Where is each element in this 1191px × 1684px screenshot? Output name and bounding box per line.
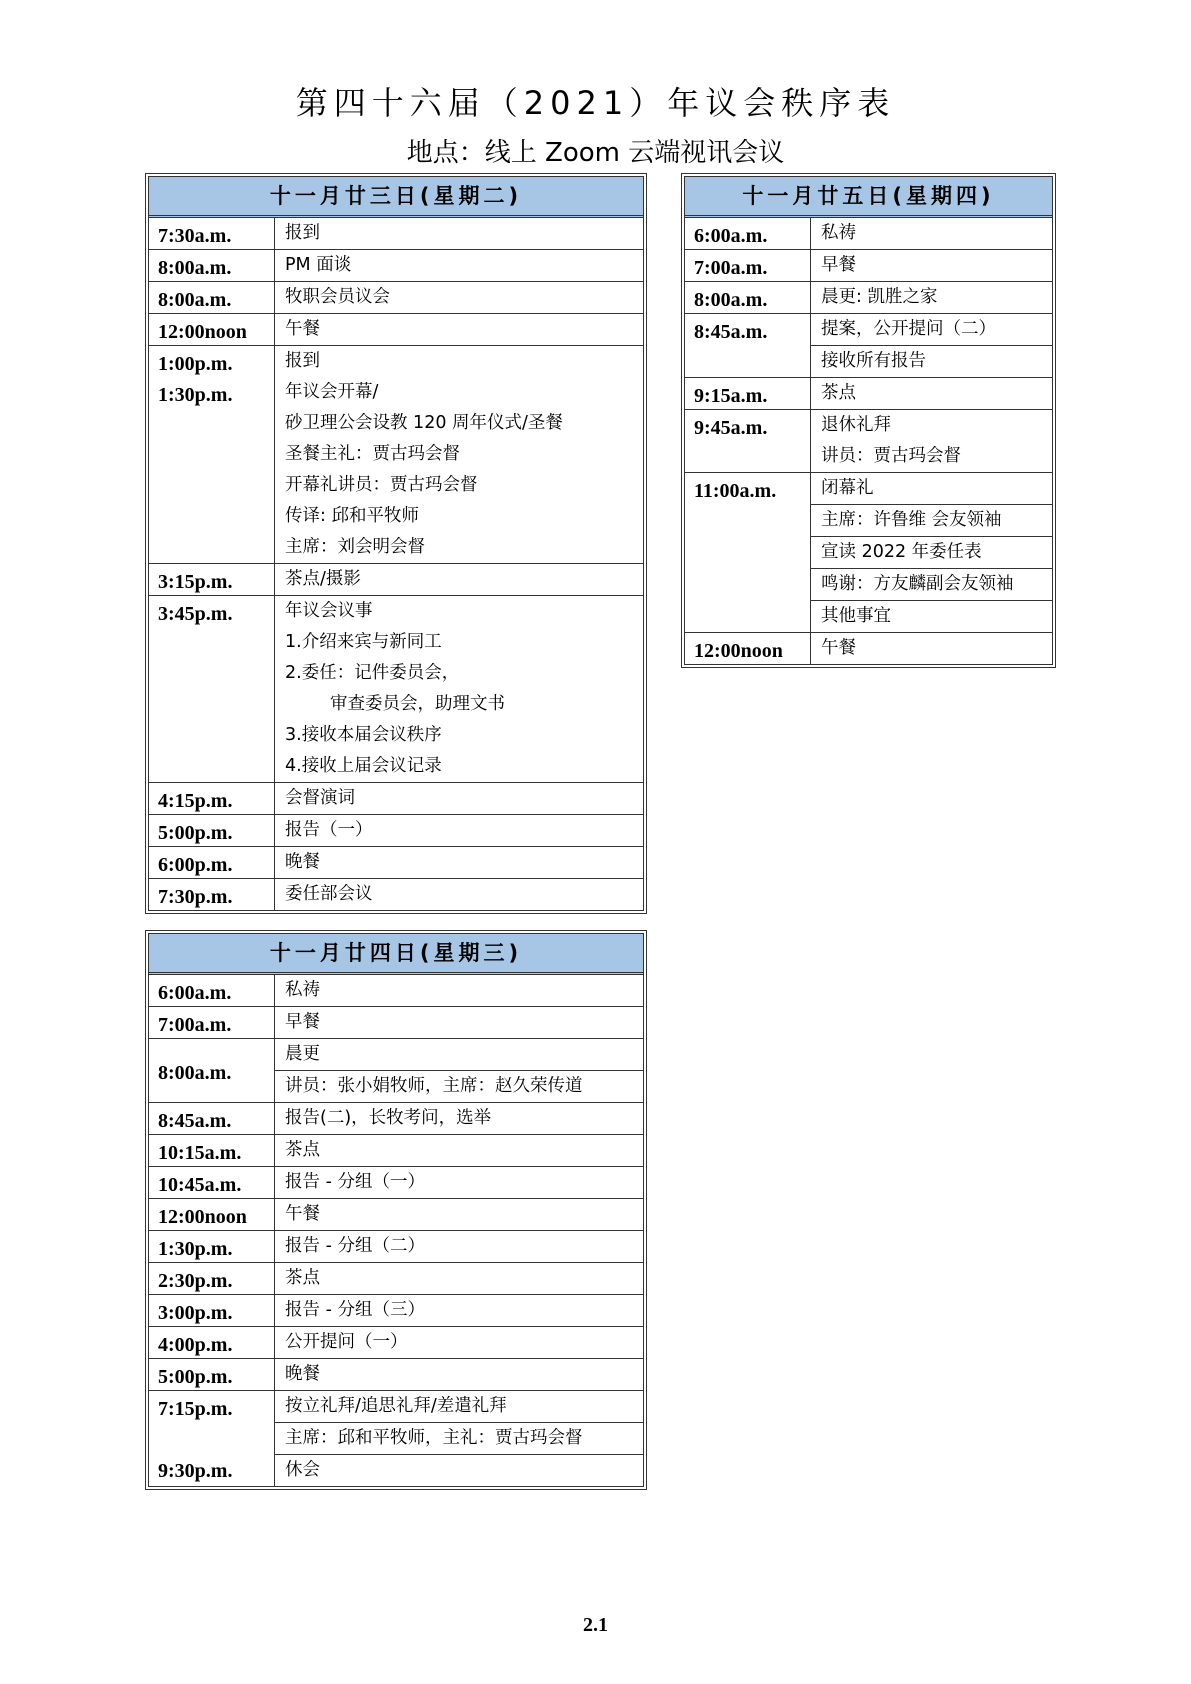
agenda-item: 报到	[285, 351, 320, 371]
agenda-item: 其他事宜	[811, 600, 1052, 632]
time-label: 9:30p.m.	[158, 1460, 233, 1482]
schedule-row	[149, 1039, 643, 1103]
time-label: 1:30p.m.	[158, 1238, 233, 1260]
page-number: 2.1	[583, 1614, 608, 1636]
time-label: 8:45a.m.	[694, 321, 768, 343]
time-label: 8:45a.m.	[158, 1110, 232, 1132]
agenda-item: 晚餐	[285, 852, 320, 872]
time-label: 10:15a.m.	[158, 1142, 242, 1164]
agenda-item: 闭幕礼	[821, 478, 874, 498]
time-label: 12:00noon	[158, 1206, 247, 1228]
time-label: 6:00a.m.	[158, 982, 232, 1004]
day-1-header: 十一月廿三日(星期二)	[149, 177, 643, 218]
schedule-row	[685, 410, 1052, 473]
agenda-item: 圣餐主礼：贾古玛会督	[285, 444, 460, 464]
time-label: 7:30p.m.	[158, 886, 233, 908]
agenda-item: 审查委员会，助理文书	[330, 694, 505, 714]
time-label: 8:00a.m.	[158, 257, 232, 279]
agenda-item: 开幕礼讲员：贾古玛会督	[285, 475, 478, 495]
agenda-item: 私祷	[285, 980, 320, 1000]
schedule-row	[149, 1199, 643, 1231]
schedule-row	[149, 1327, 643, 1359]
schedule-row	[149, 218, 643, 250]
time-label: 10:45a.m.	[158, 1174, 242, 1196]
schedule-row	[685, 378, 1052, 410]
agenda-item: 按立礼拜/追思礼拜/差遣礼拜	[285, 1396, 507, 1416]
agenda-item: 宣读 2022 年委任表	[811, 536, 1052, 568]
agenda-item: 公开提问（一）	[285, 1332, 408, 1352]
agenda-item: 晨更: 凯胜之家	[821, 287, 938, 307]
time-label: 3:45p.m.	[158, 603, 233, 625]
agenda-item: 茶点	[285, 1268, 320, 1288]
time-label: 11:00a.m.	[694, 480, 777, 502]
time-label: 7:00a.m.	[158, 1014, 232, 1036]
time-label: 3:15p.m.	[158, 571, 233, 593]
schedule-row	[149, 596, 643, 783]
agenda-item: 茶点	[285, 1140, 320, 1160]
agenda-item: 报告 - 分组（二）	[285, 1236, 425, 1256]
agenda-item: 会督演词	[285, 788, 355, 808]
agenda-item: 传译: 邱和平牧师	[285, 506, 419, 526]
page-title: 第四十六届（2021）年议会秩序表	[295, 84, 896, 122]
time-label: 1:00p.m.	[158, 353, 233, 375]
agenda-item: 3.接收本届会议秩序	[285, 725, 442, 745]
agenda-item: 晚餐	[285, 1364, 320, 1384]
schedule-row	[149, 1103, 643, 1135]
time-label: 4:15p.m.	[158, 790, 233, 812]
day-2-header: 十一月廿四日(星期三)	[149, 934, 643, 975]
time-label: 12:00noon	[158, 321, 247, 343]
schedule-day-1	[145, 173, 647, 914]
agenda-item: 主席：刘会明会督	[285, 537, 425, 557]
schedule-row	[149, 1263, 643, 1295]
time-label: 7:15p.m.	[158, 1398, 233, 1420]
schedule-day-3	[681, 173, 1056, 668]
schedule-row	[149, 847, 643, 879]
agenda-item: 茶点	[821, 383, 856, 403]
agenda-item: PM 面谈	[285, 255, 352, 275]
agenda-item: 接收所有报告	[811, 345, 1052, 377]
schedule-row	[149, 314, 643, 346]
schedule-row	[149, 346, 643, 564]
time-label: 9:15a.m.	[694, 385, 768, 407]
schedule-row	[149, 815, 643, 847]
agenda-item: 午餐	[285, 319, 320, 339]
agenda-item: 主席：许鲁维 会友领袖	[811, 504, 1052, 536]
schedule-row	[149, 1007, 643, 1039]
agenda-item: 私祷	[821, 223, 856, 243]
agenda-item: 午餐	[285, 1204, 320, 1224]
agenda-item: 牧职会员议会	[285, 287, 390, 307]
time-label: 7:00a.m.	[694, 257, 768, 279]
agenda-item: 年议会议事	[285, 601, 373, 621]
agenda-item: 讲员：贾古玛会督	[821, 446, 961, 466]
agenda-item: 报告(二)，长牧考问，选举	[285, 1108, 492, 1128]
time-label: 8:00a.m.	[694, 289, 768, 311]
agenda-item: 报告 - 分组（一）	[285, 1172, 425, 1192]
schedule-row	[685, 282, 1052, 314]
schedule-day-2	[145, 930, 647, 1490]
agenda-item: 鸣谢：方友麟副会友领袖	[811, 568, 1052, 600]
schedule-row	[685, 314, 1052, 378]
agenda-item: 退休礼拜	[821, 415, 891, 435]
time-label: 6:00a.m.	[694, 225, 768, 247]
schedule-row	[685, 473, 1052, 633]
agenda-item: 4.接收上届会议记录	[285, 756, 442, 776]
agenda-item: 砂卫理公会设教 120 周年仪式/圣餐	[285, 413, 563, 433]
schedule-row	[149, 879, 643, 910]
agenda-item: 报告 - 分组（三）	[285, 1300, 425, 1320]
agenda-item: 提案，公开提问（二）	[821, 319, 996, 339]
agenda-item: 午餐	[821, 638, 856, 658]
agenda-item: 主席：邱和平牧师，主礼：贾古玛会督	[275, 1422, 643, 1454]
agenda-item: 早餐	[285, 1012, 320, 1032]
agenda-item: 1.介绍来宾与新同工	[285, 632, 442, 652]
agenda-item: 报告（一）	[285, 820, 373, 840]
schedule-row	[149, 1295, 643, 1327]
schedule-row	[685, 218, 1052, 250]
time-label: 5:00p.m.	[158, 1366, 233, 1388]
agenda-item: 2.委任：记件委员会，	[285, 663, 460, 683]
time-label: 7:30a.m.	[158, 225, 232, 247]
agenda-item: 报到	[285, 223, 320, 243]
agenda-item: 晨更	[285, 1044, 320, 1064]
agenda-item: 讲员：张小娟牧师，主席：赵久荣传道	[275, 1070, 643, 1102]
schedule-row	[149, 282, 643, 314]
time-label: 6:00p.m.	[158, 854, 233, 876]
schedule-row	[149, 564, 643, 596]
day-3-header: 十一月廿五日(星期四)	[685, 177, 1052, 218]
page-subtitle: 地点：线上 Zoom 云端视讯会议	[406, 138, 785, 168]
time-label: 2:30p.m.	[158, 1270, 233, 1292]
time-label: 12:00noon	[694, 640, 783, 662]
schedule-row	[149, 1359, 643, 1391]
agenda-item: 早餐	[821, 255, 856, 275]
schedule-row	[149, 1167, 643, 1199]
agenda-item: 休会	[275, 1454, 643, 1486]
time-label: 1:30p.m.	[158, 384, 233, 406]
time-label: 9:45a.m.	[694, 417, 768, 439]
schedule-row	[149, 975, 643, 1007]
agenda-item: 年议会开幕/	[285, 382, 379, 402]
agenda-item: 茶点/摄影	[285, 569, 361, 589]
time-label: 5:00p.m.	[158, 822, 233, 844]
schedule-row	[685, 250, 1052, 282]
schedule-row	[149, 250, 643, 282]
time-label: 8:00a.m.	[158, 289, 232, 311]
schedule-row	[149, 1135, 643, 1167]
schedule-row	[149, 783, 643, 815]
time-label: 4:00p.m.	[158, 1334, 233, 1356]
agenda-item: 委任部会议	[285, 884, 373, 904]
time-label: 3:00p.m.	[158, 1302, 233, 1324]
schedule-row	[685, 633, 1052, 664]
schedule-row	[149, 1231, 643, 1263]
schedule-row	[149, 1391, 643, 1486]
time-label: 8:00a.m.	[158, 1062, 232, 1084]
